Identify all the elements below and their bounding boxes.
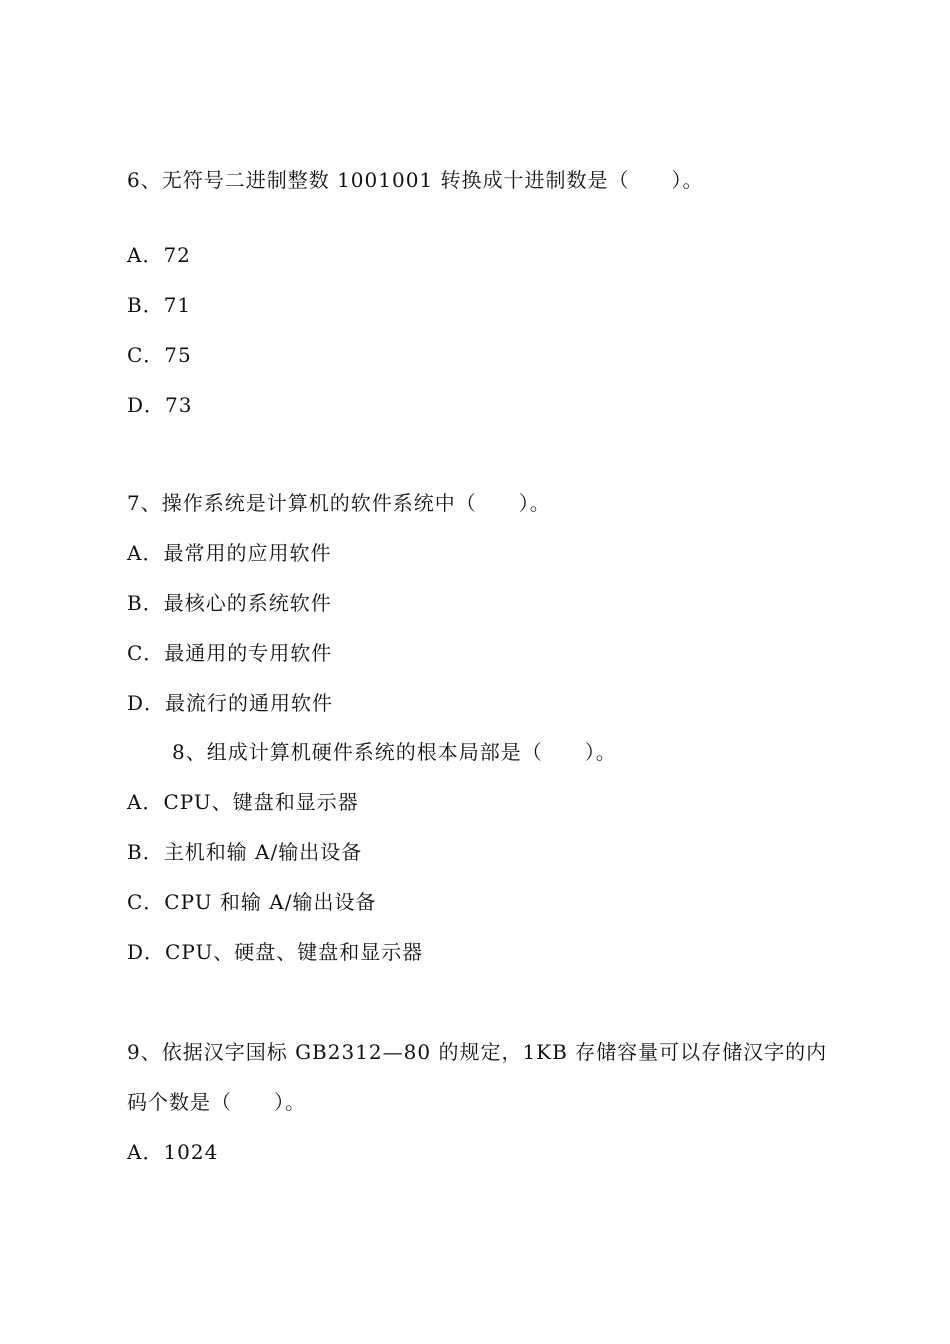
question-8-option-b: B．主机和输 A/输出设备: [127, 840, 363, 864]
question-7-option-d: D．最流行的通用软件: [127, 691, 334, 715]
question-9-option-a: A．1024: [127, 1140, 219, 1164]
question-8-stem: 8、组成计算机硬件系统的根本局部是（ ）。: [172, 740, 617, 764]
question-7-option-c: C．最通用的专用软件: [127, 641, 333, 665]
question-8-option-d: D．CPU、硬盘、键盘和显示器: [127, 940, 424, 964]
question-8-option-c: C．CPU 和输 A/输出设备: [127, 890, 377, 914]
question-6-stem: 6、无符号二进制整数 1001001 转换成十进制数是（ ）。: [127, 168, 704, 192]
question-6-option-d: D．73: [127, 393, 193, 417]
question-8-option-a: A．CPU、键盘和显示器: [127, 790, 359, 814]
question-7-option-a: A．最常用的应用软件: [127, 541, 332, 565]
question-9-stem-line-1: 9、依据汉字国标 GB2312—80 的规定，1KB 存储容量可以存储汉字的内: [127, 1040, 828, 1064]
question-7-option-b: B．最核心的系统软件: [127, 591, 332, 615]
question-6-option-a: A．72: [127, 243, 191, 267]
question-6-option-b: B．71: [127, 293, 192, 317]
question-6-option-c: C．75: [127, 343, 192, 367]
question-9-stem-line-2: 码个数是（ ）。: [127, 1090, 306, 1114]
question-7-stem: 7、操作系统是计算机的软件系统中（ ）。: [127, 491, 551, 515]
